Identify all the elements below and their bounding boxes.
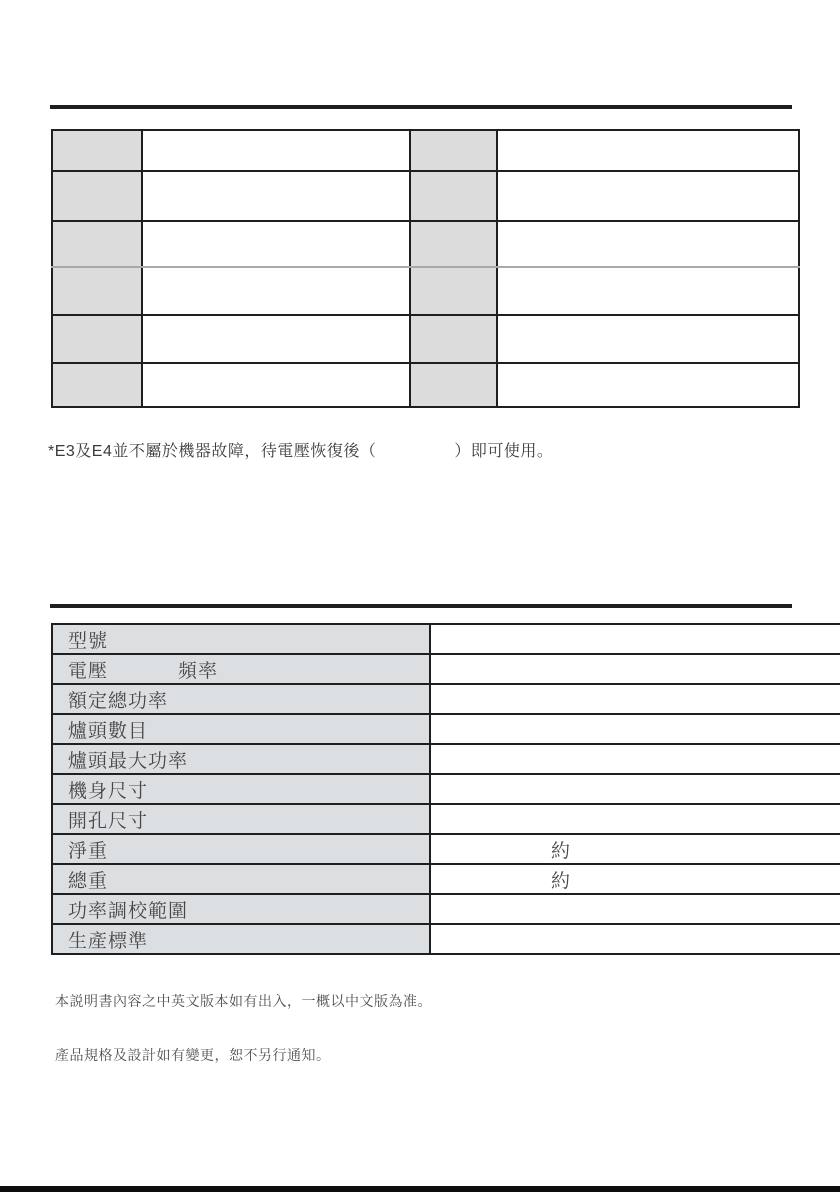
error-desc-cell [142, 315, 410, 363]
error-desc-cell [497, 267, 799, 315]
error-code-cell [410, 221, 497, 267]
table-row [52, 130, 799, 171]
spec-label-text: 爐頭數目 [68, 720, 149, 742]
table-row [52, 744, 840, 774]
error-code-cell [52, 267, 142, 315]
error-desc-cell [142, 130, 410, 171]
spec-label-burner-max-power [52, 744, 430, 774]
spec-label-text: 淨重 [68, 840, 109, 862]
error-desc-cell [142, 221, 410, 267]
spec-value-cell [430, 654, 840, 684]
error-code-cell [410, 315, 497, 363]
spec-label-text: 額定總功率 [68, 690, 169, 712]
spec-label-text: 開孔尺寸 [68, 810, 149, 832]
error-code-cell [410, 130, 497, 171]
error-code-cell [410, 363, 497, 407]
spec-label-production-standard [52, 924, 430, 954]
error-note-prefix: *E3及E4並不屬於機器故障，待電壓恢復後（ [48, 443, 377, 460]
error-desc-cell [497, 130, 799, 171]
error-desc-cell [497, 363, 799, 407]
error-code-cell [52, 130, 142, 171]
error-note-suffix: ）即可使用。 [454, 443, 554, 460]
table-row [52, 315, 799, 363]
spec-value-cell [430, 924, 840, 954]
spec-label-text: 總重 [68, 870, 109, 892]
spec-value-cell [430, 684, 840, 714]
specifications-table [51, 623, 840, 955]
table-row [52, 684, 840, 714]
error-code-cell [410, 171, 497, 221]
spec-label-text: 頻率 [178, 660, 219, 682]
spec-label-text: 生產標準 [68, 930, 149, 952]
spec-label-text: 爐頭最大功率 [68, 750, 189, 772]
spec-label-body-dimensions [52, 774, 430, 804]
page-bottom-bar [0, 1186, 840, 1192]
error-code-cell [410, 267, 497, 315]
spec-label-gross-weight [52, 864, 430, 894]
table-row [52, 654, 840, 684]
spec-value-cell [430, 804, 840, 834]
spec-label-text: 電壓 [68, 660, 109, 682]
spec-label-text: 型號 [68, 630, 109, 652]
error-note [48, 441, 553, 462]
spec-label-burner-count [52, 714, 430, 744]
table-row [52, 894, 840, 924]
spec-label-voltage-frequency [52, 654, 430, 684]
table-row [52, 834, 840, 864]
table-row [52, 363, 799, 407]
table-row [52, 221, 799, 267]
table-row [52, 804, 840, 834]
spec-label-text: 功率調校範圍 [68, 900, 189, 922]
disclaimer-language: 本説明書內容之中英文版本如有出入，一概以中文版為准。 [55, 993, 432, 1009]
table-row [52, 924, 840, 954]
spec-value-cell [430, 894, 840, 924]
spec-value-cell [430, 774, 840, 804]
error-desc-cell [497, 221, 799, 267]
spec-value-cell [430, 744, 840, 774]
section-rule-top [50, 105, 792, 109]
error-code-cell [52, 315, 142, 363]
error-code-table [51, 129, 800, 408]
table-row [52, 774, 840, 804]
disclaimer-spec-change: 產品規格及設計如有變更，恕不另行通知。 [55, 1047, 331, 1063]
spec-label-text: 機身尺寸 [68, 780, 149, 802]
spec-label-model [52, 624, 430, 654]
spec-value-cell: 約 [430, 834, 840, 864]
error-code-cell [52, 221, 142, 267]
spec-label-net-weight [52, 834, 430, 864]
spec-value-cell: 約 [430, 864, 840, 894]
spec-value-cell [430, 714, 840, 744]
spec-value-cell [430, 624, 840, 654]
error-desc-cell [142, 171, 410, 221]
table-row [52, 714, 840, 744]
error-code-cell [52, 171, 142, 221]
error-desc-cell [142, 363, 410, 407]
spec-label-rated-power [52, 684, 430, 714]
section-rule-specs [50, 604, 792, 608]
table-row [52, 171, 799, 221]
error-desc-cell [142, 267, 410, 315]
table-row [52, 267, 799, 315]
error-desc-cell [497, 171, 799, 221]
table-row [52, 624, 840, 654]
table-row [52, 864, 840, 894]
error-desc-cell [497, 315, 799, 363]
spec-label-cutout-dimensions [52, 804, 430, 834]
error-code-cell [52, 363, 142, 407]
spec-label-power-adjust-range [52, 894, 430, 924]
